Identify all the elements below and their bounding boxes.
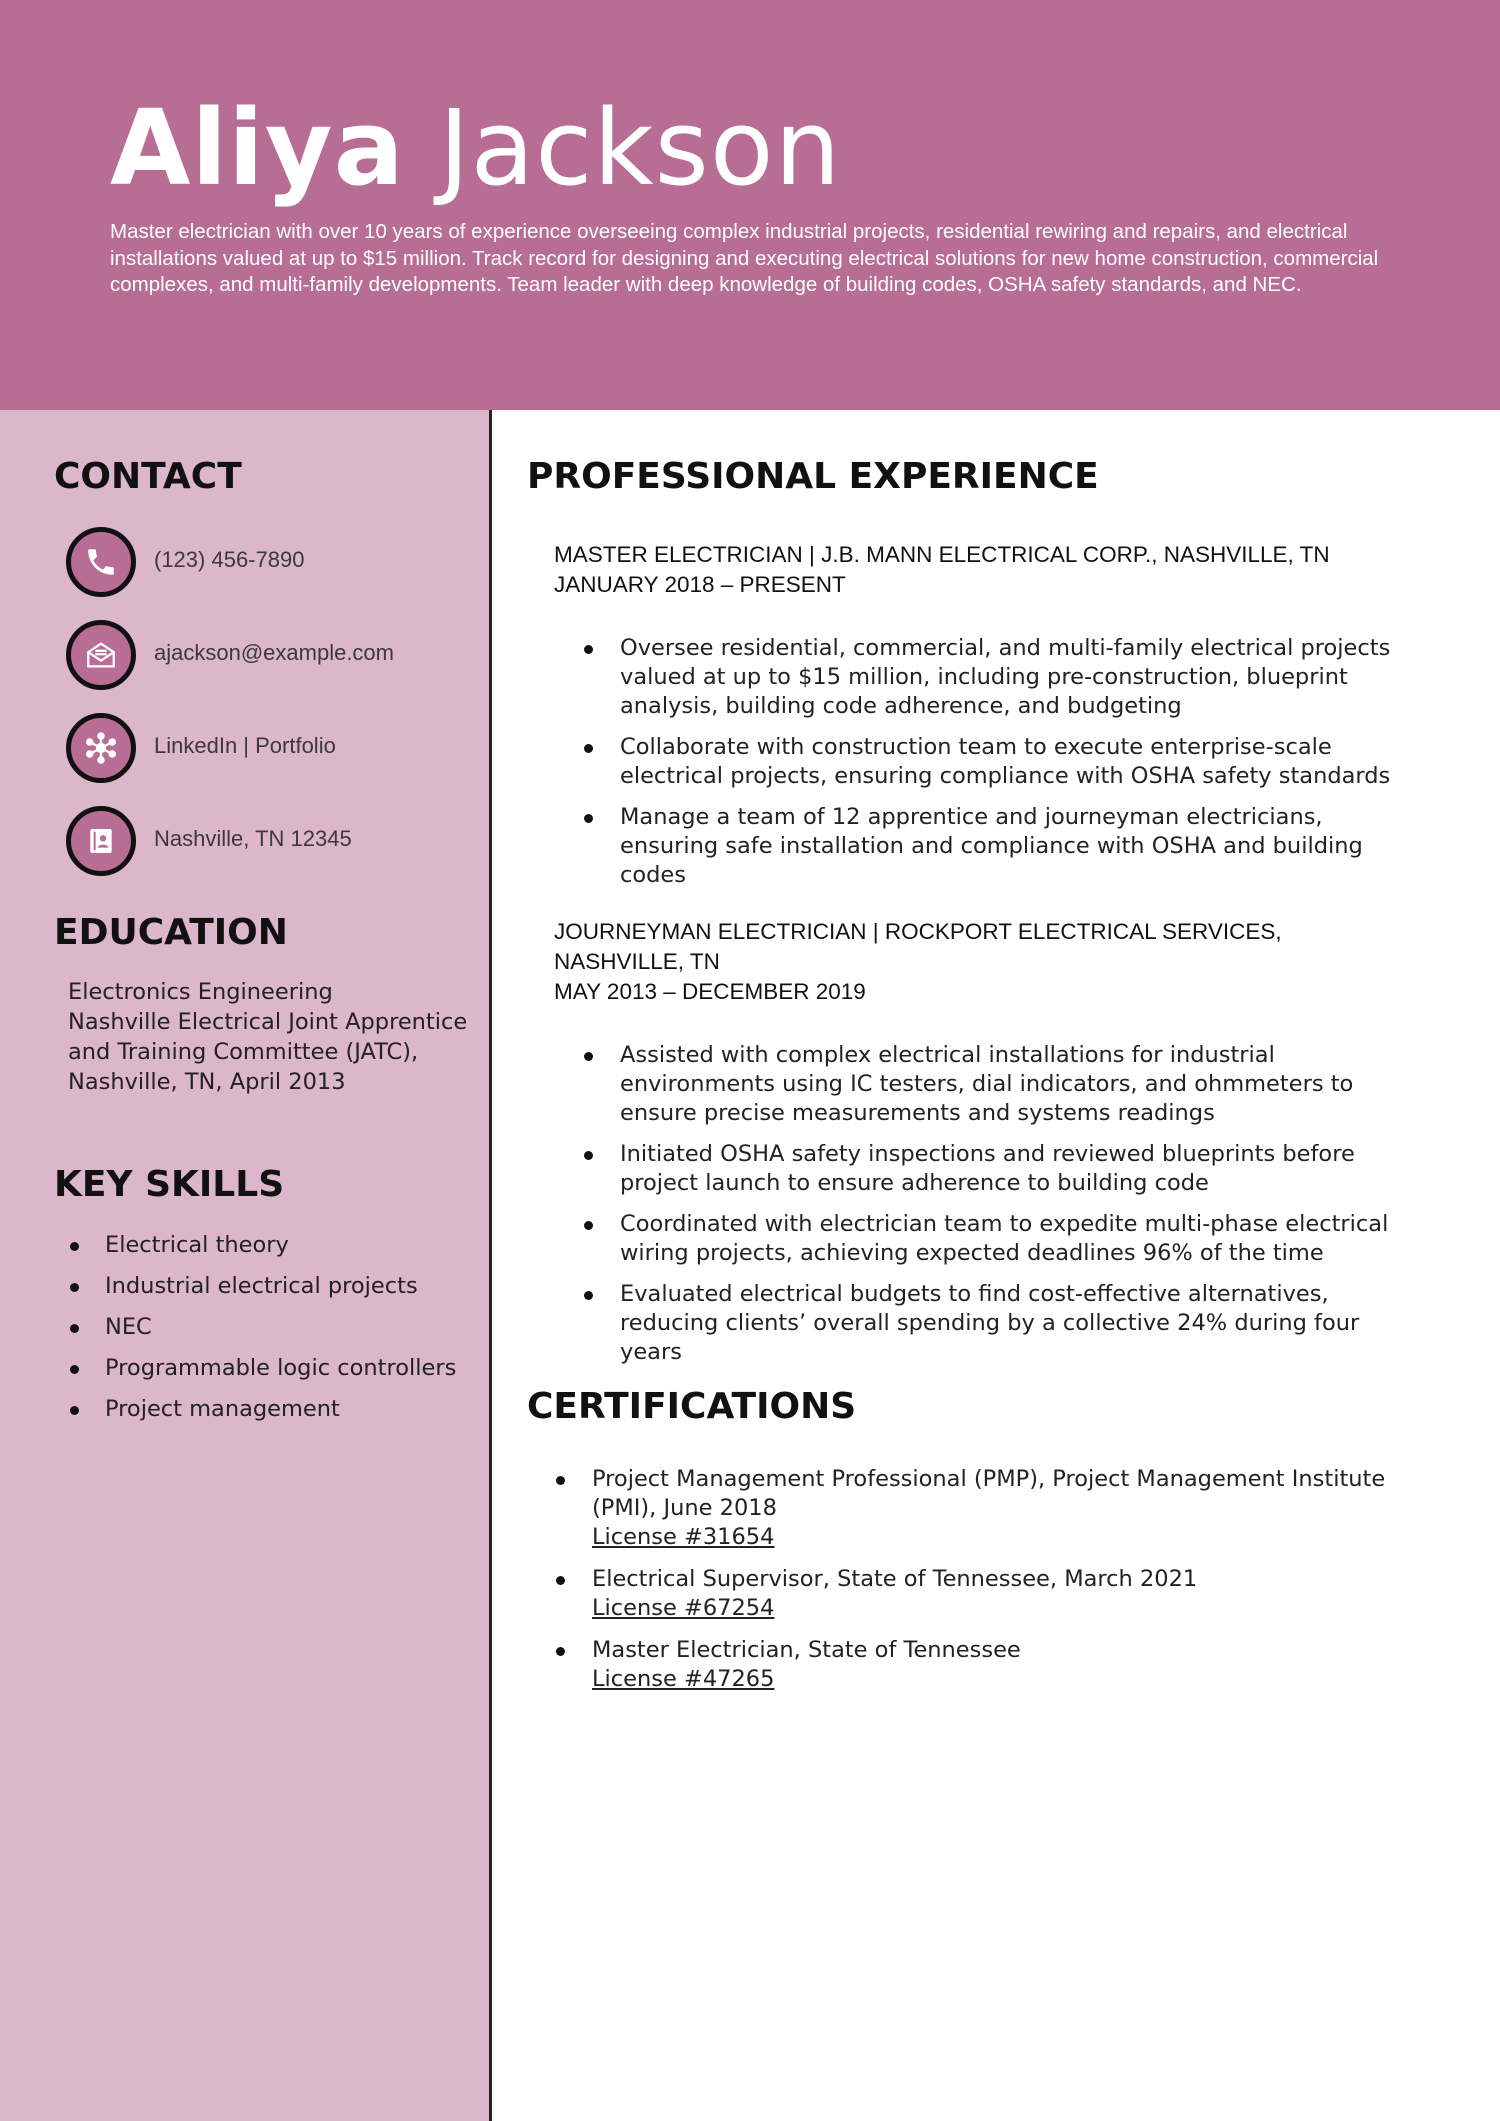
column-divider <box>489 410 492 2121</box>
email-address[interactable]: ajackson@example.com <box>154 640 394 665</box>
contact-location <box>66 806 476 878</box>
list-item <box>554 1465 1434 1552</box>
education-heading: EDUCATION <box>54 912 288 953</box>
job-2-header <box>554 917 1394 1007</box>
contact-phone <box>66 527 476 599</box>
list-item: Programmable logic controllers <box>68 1353 468 1383</box>
job-2-bullets <box>582 1041 1412 1379</box>
experience-heading: PROFESSIONAL EXPERIENCE <box>527 456 1099 497</box>
list-item: Industrial electrical projects <box>68 1271 468 1301</box>
job-1-bullets <box>582 634 1412 902</box>
key-skills-heading: KEY SKILLS <box>54 1164 285 1205</box>
list-item: Electrical theory <box>68 1230 468 1260</box>
license-link[interactable]: License #67254 <box>592 1595 775 1621</box>
professional-summary: Master electrician with over 10 years of experience overseeing complex industrial projects, residential rewiring and repairs, and electrical installations valued at up to $15 million. Track record for designing and executing electrical solutions for new home construction, commercial complexes, and multi-family developments. Team leader with deep knowledge of building codes, OSHA safety standards, and NEC. <box>110 220 1379 296</box>
envelope-icon <box>66 620 136 690</box>
job-dates: JANUARY 2018 – PRESENT <box>554 572 846 597</box>
list-item: NEC <box>68 1312 468 1342</box>
list-item: Project management <box>68 1394 468 1424</box>
list-item <box>554 1565 1434 1623</box>
profile-links[interactable]: LinkedIn | Portfolio <box>154 733 336 758</box>
contact-email <box>66 620 476 692</box>
network-icon <box>66 713 136 783</box>
contact-heading: CONTACT <box>54 456 242 497</box>
list-item: Coordinated with electrician team to expedite multi-phase electrical wiring projects, achieving expected deadlines 96% of the time <box>582 1210 1412 1268</box>
license-link[interactable]: License #47265 <box>592 1666 775 1692</box>
list-item: Manage a team of 12 apprentice and journeyman electricians, ensuring safe installation and compliance with OSHA and building codes <box>582 803 1412 890</box>
skills-list <box>68 1230 468 1435</box>
certifications-list <box>554 1465 1434 1707</box>
address-book-icon <box>66 806 136 876</box>
location: Nashville, TN 12345 <box>154 826 352 851</box>
contact-links <box>66 713 476 785</box>
certifications-heading: CERTIFICATIONS <box>527 1386 857 1427</box>
list-item <box>554 1636 1434 1694</box>
certification-name: Master Electrician, State of Tennessee <box>592 1637 1021 1663</box>
job-dates: MAY 2013 – DECEMBER 2019 <box>554 979 866 1004</box>
job-1-header <box>554 540 1454 600</box>
job-title-company: MASTER ELECTRICIAN | J.B. MANN ELECTRICAL CORP., NASHVILLE, TN <box>554 542 1330 567</box>
institution: Nashville Electrical Joint Apprentice and Training Committee (JATC), Nashville, TN, April 2013 <box>68 1009 468 1095</box>
degree: Electronics Engineering <box>68 979 333 1005</box>
list-item: Evaluated electrical budgets to find cost-effective alternatives, reducing clients’ overall spending by a collective 24% during four years <box>582 1280 1412 1367</box>
phone-number: (123) 456-7890 <box>154 547 305 572</box>
list-item: Oversee residential, commercial, and multi-family electrical projects valued at up to $15 million, including pre-construction, blueprint analysis, building code adherence, and budgeting <box>582 634 1412 721</box>
header-banner <box>0 0 1500 410</box>
job-title-company: JOURNEYMAN ELECTRICIAN | ROCKPORT ELECTRICAL SERVICES, NASHVILLE, TN <box>554 919 1282 974</box>
license-link[interactable]: License #31654 <box>592 1524 775 1550</box>
candidate-name <box>110 78 841 218</box>
list-item: Collaborate with construction team to execute enterprise-scale electrical projects, ensuring compliance with OSHA safety standards <box>582 733 1412 791</box>
list-item: Assisted with complex electrical installations for industrial environments using IC testers, dial indicators, and ohmmeters to ensure precise measurements and systems readings <box>582 1041 1412 1128</box>
phone-icon <box>66 527 136 597</box>
last-name: Jackson <box>438 87 842 209</box>
certification-name: Electrical Supervisor, State of Tennessee, March 2021 <box>592 1566 1198 1592</box>
list-item: Initiated OSHA safety inspections and reviewed blueprints before project launch to ensure adherence to building code <box>582 1140 1412 1198</box>
first-name: Aliya <box>110 87 405 209</box>
certification-name: Project Management Professional (PMP), Project Management Institute (PMI), June 2018 <box>592 1466 1386 1521</box>
education-entry <box>68 977 468 1097</box>
